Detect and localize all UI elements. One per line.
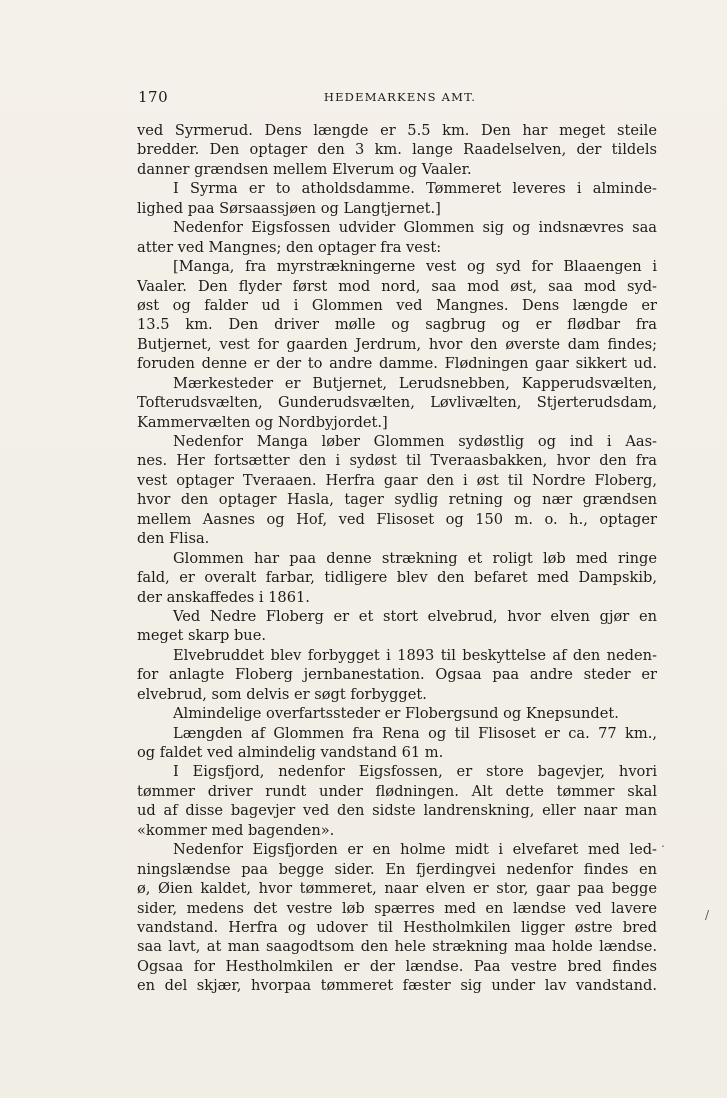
text-line: 13.5 km. Den driver mølle og sagbrug og er flødbar fra — [137, 316, 657, 334]
body-text — [137, 121, 657, 996]
text-line: danner grændsen mellem Elverum og Vaaler. — [137, 160, 472, 178]
text-line: for anlagte Floberg jernbanestation. Ogsaa paa andre steder er — [137, 666, 657, 684]
text-line: hvor den optager Hasla, tager sydlig retning og nær grændsen — [137, 491, 657, 509]
text-line: Glommen har paa denne strækning et roligt løb med ringe — [173, 549, 657, 567]
page-number: 170 — [138, 88, 169, 106]
text-line: ø, Øien kaldet, hvor tømmeret, naar elven er stor, gaar paa begge — [137, 880, 657, 898]
text-line: saa lavt, at man saagodtsom den hele strækning maa holde lændse. — [137, 938, 657, 956]
text-line: sider, medens det vestre løb spærres med en lændse ved lavere — [137, 899, 657, 917]
text-line: vest optager Tveraaen. Herfra gaar den i øst til Nordre Floberg, — [137, 471, 657, 489]
text-line: atter ved Mangnes; den optager fra vest: — [137, 238, 442, 256]
text-line: [Manga, fra myrstrækningerne vest og syd for Blaaengen i — [173, 258, 657, 276]
text-line: Mærkesteder er Butjernet, Lerudsnebben, Kapperudsvælten, — [173, 374, 657, 392]
text-line: Nedenfor Manga løber Glommen sydøstlig og ind i Aas- — [173, 433, 657, 450]
text-line: meget skarp bue. — [137, 627, 266, 645]
text-line: I Syrma er to atholdsdamme. Tømmeret leveres i alminde- — [173, 180, 657, 198]
text-line: foruden denne er der to andre damme. Flødningen gaar sikkert ud. — [137, 355, 657, 373]
text-line: ud af disse bagevjer ved den sidste landrenskning, eller naar man — [137, 802, 657, 820]
text-line: Tofterudsvælten, Gunderudsvælten, Løvlivælten, Stjerterudsdam, — [137, 394, 657, 412]
text-line: og faldet ved almindelig vandstand 61 m. — [137, 744, 444, 761]
text-line: Kammervælten og Nordbyjordet.] — [137, 413, 388, 431]
text-line: lighed paa Sørsaassjøen og Langtjernet.] — [137, 199, 441, 217]
text-line: I Eigsfjord, nedenfor Eigsfossen, er store bagevjer, hvori — [173, 763, 657, 781]
text-line: fald, er overalt farbar, tidligere blev den befaret med Dampskib, — [137, 569, 657, 587]
text-line: Butjernet, vest for gaarden Jerdrum, hvor den øverste dam findes; — [137, 335, 657, 353]
text-line: nes. Her fortsætter den i sydøst til Tveraasbakken, hvor den fra — [137, 452, 657, 470]
text-line: bredder. Den optager den 3 km. lange Raadelselven, der tildels — [137, 141, 657, 159]
text-line: en del skjær, hvorpaa tømmeret fæster sig under lav vandstand. — [137, 977, 657, 995]
text-line: ningslændse paa begge sider. En fjerdingvei nedenfor findes en — [137, 860, 657, 878]
text-line: mellem Aasnes og Hof, ved Flisoset og 150 m. o. h., optager — [137, 510, 657, 528]
page-header — [138, 88, 662, 108]
text-line: vandstand. Herfra og udover til Hestholmkilen ligger østre bred — [137, 918, 657, 936]
text-line: elvebrud, som delvis er søgt forbygget. — [137, 685, 427, 703]
text-line: Ved Nedre Floberg er et stort elvebrud, hvor elven gjør en — [173, 607, 657, 625]
text-line: øst og falder ud i Glommen ved Mangnes. Dens længde er — [137, 296, 657, 314]
text-line: «kommer med bagenden». — [137, 821, 335, 839]
text-line: Elvebruddet blev forbygget i 1893 til beskyttelse af den neden- — [173, 646, 657, 664]
margin-mark: / — [705, 908, 710, 922]
text-line: Nedenfor Eigsfossen udvider Glommen sig og indsnævres saa — [173, 219, 657, 237]
text-line: ved Syrmerud. Dens længde er 5.5 km. Den har meget steile — [137, 122, 657, 139]
text-line: der anskaffedes i 1861. — [137, 588, 310, 606]
text-line: Nedenfor Eigsfjorden er en holme midt i elvefaret med led- — [173, 841, 657, 859]
text-line: Ogsaa for Hestholmkilen er der lændse. Paa vestre bred findes — [137, 957, 657, 975]
text-line: den Flisa. — [137, 530, 210, 548]
text-line: Almindelige overfartssteder er Flobergsund og Knepsundet. — [173, 705, 619, 723]
text-line: tømmer driver rundt under flødningen. Alt dette tømmer skal — [137, 782, 657, 800]
running-head: HEDEMARKENS AMT. — [323, 90, 477, 104]
text-line: Vaaler. Den flyder først mod nord, saa mod øst, saa mod syd- — [137, 277, 657, 295]
text-line: Længden af Glommen fra Rena og til Flisoset er ca. 77 km., — [173, 724, 657, 742]
stray-mark: . — [661, 836, 665, 850]
